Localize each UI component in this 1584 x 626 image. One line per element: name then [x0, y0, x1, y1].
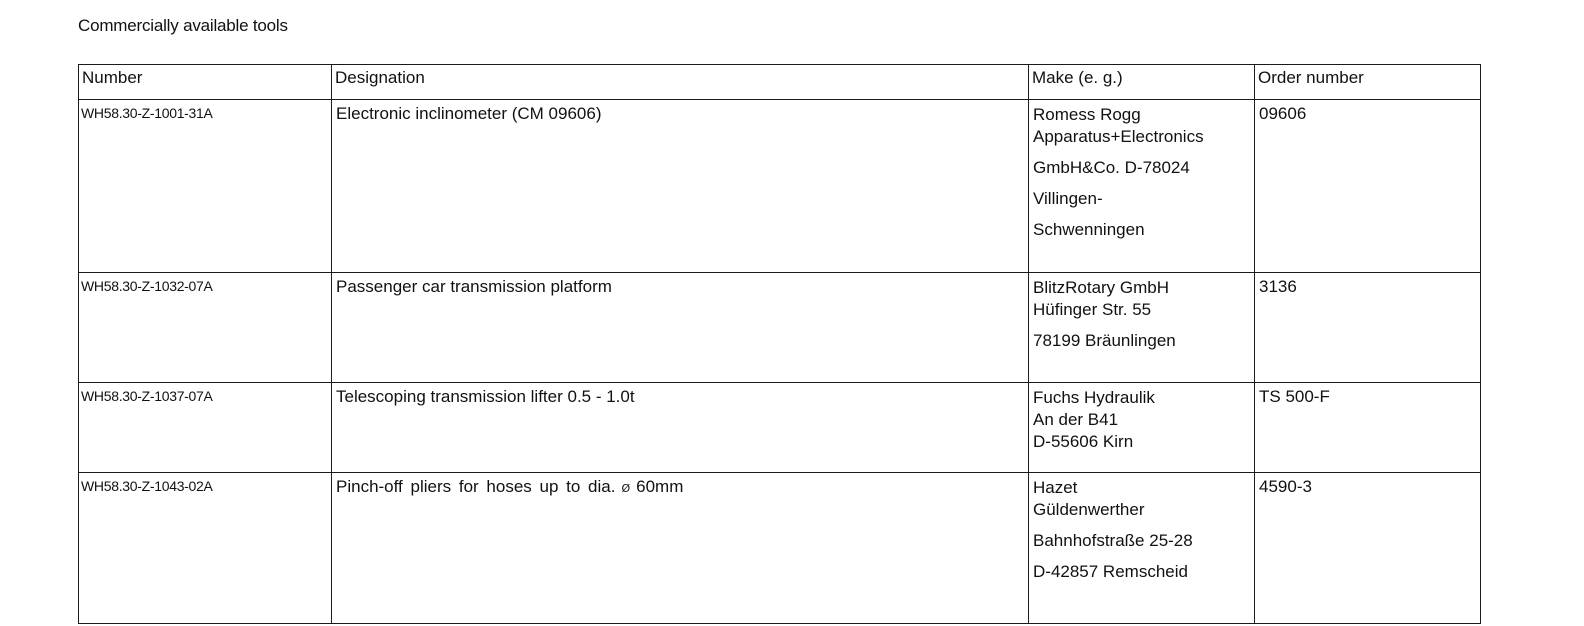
make-line: D-55606 Kirn — [1033, 432, 1134, 451]
make-line: An der B41 — [1033, 410, 1119, 429]
make-line: Romess Rogg — [1033, 105, 1141, 124]
make-line: 78199 Bräunlingen — [1033, 331, 1176, 350]
page-title: Commercially available tools — [78, 16, 288, 35]
cell-order-number: 4590-3 — [1255, 473, 1481, 624]
make-line: BlitzRotary GmbH — [1033, 278, 1170, 297]
cell-order-number: 09606 — [1255, 100, 1481, 273]
cell-make — [1029, 100, 1255, 273]
column-header-designation: Designation — [332, 65, 1029, 100]
make-line: Fuchs Hydraulik — [1033, 388, 1155, 407]
table-row — [79, 383, 1481, 473]
cell-designation: Passenger car transmission platform — [332, 273, 1029, 383]
make-line: Villingen- — [1033, 189, 1103, 208]
header-row — [79, 65, 1481, 100]
cell-number: WH58.30-Z-1037-07A — [79, 383, 332, 473]
column-header-order-number: Order number — [1255, 65, 1481, 100]
table-header — [79, 65, 1481, 100]
make-line: D-42857 Remscheid — [1033, 562, 1188, 581]
table-row — [79, 473, 1481, 624]
cell-number: WH58.30-Z-1043-02A — [79, 473, 332, 624]
cell-designation: Telescoping transmission lifter 0.5 - 1.0t — [332, 383, 1029, 473]
table-row — [79, 273, 1481, 383]
cell-make — [1029, 473, 1255, 624]
make-line: Güldenwerther — [1033, 500, 1145, 519]
make-line: Hazet — [1033, 478, 1078, 497]
make-line: Bahnhofstraße 25-28 — [1033, 531, 1193, 550]
column-header-make: Make (e. g.) — [1029, 65, 1255, 100]
make-line: Schwenningen — [1033, 220, 1145, 239]
cell-designation: Electronic inclinometer (CM 09606) — [332, 100, 1029, 273]
cell-number: WH58.30-Z-1001-31A — [79, 100, 332, 273]
cell-designation — [332, 473, 1029, 624]
make-line: Hüfinger Str. 55 — [1033, 300, 1152, 319]
cell-order-number: TS 500-F — [1255, 383, 1481, 473]
column-header-number: Number — [79, 65, 332, 100]
table-row — [79, 100, 1481, 273]
cell-number: WH58.30-Z-1032-07A — [79, 273, 332, 383]
cell-order-number: 3136 — [1255, 273, 1481, 383]
tools-table — [78, 64, 1481, 624]
cell-make — [1029, 383, 1255, 473]
designation-text: Pinch-off pliers for hoses up to dia. — [336, 477, 616, 496]
make-line: Apparatus+Electronics — [1033, 127, 1204, 146]
make-line: GmbH&Co. D-78024 — [1033, 158, 1190, 177]
diameter-symbol: Ø — [621, 482, 631, 495]
designation-size: 60mm — [636, 477, 684, 496]
cell-make — [1029, 273, 1255, 383]
